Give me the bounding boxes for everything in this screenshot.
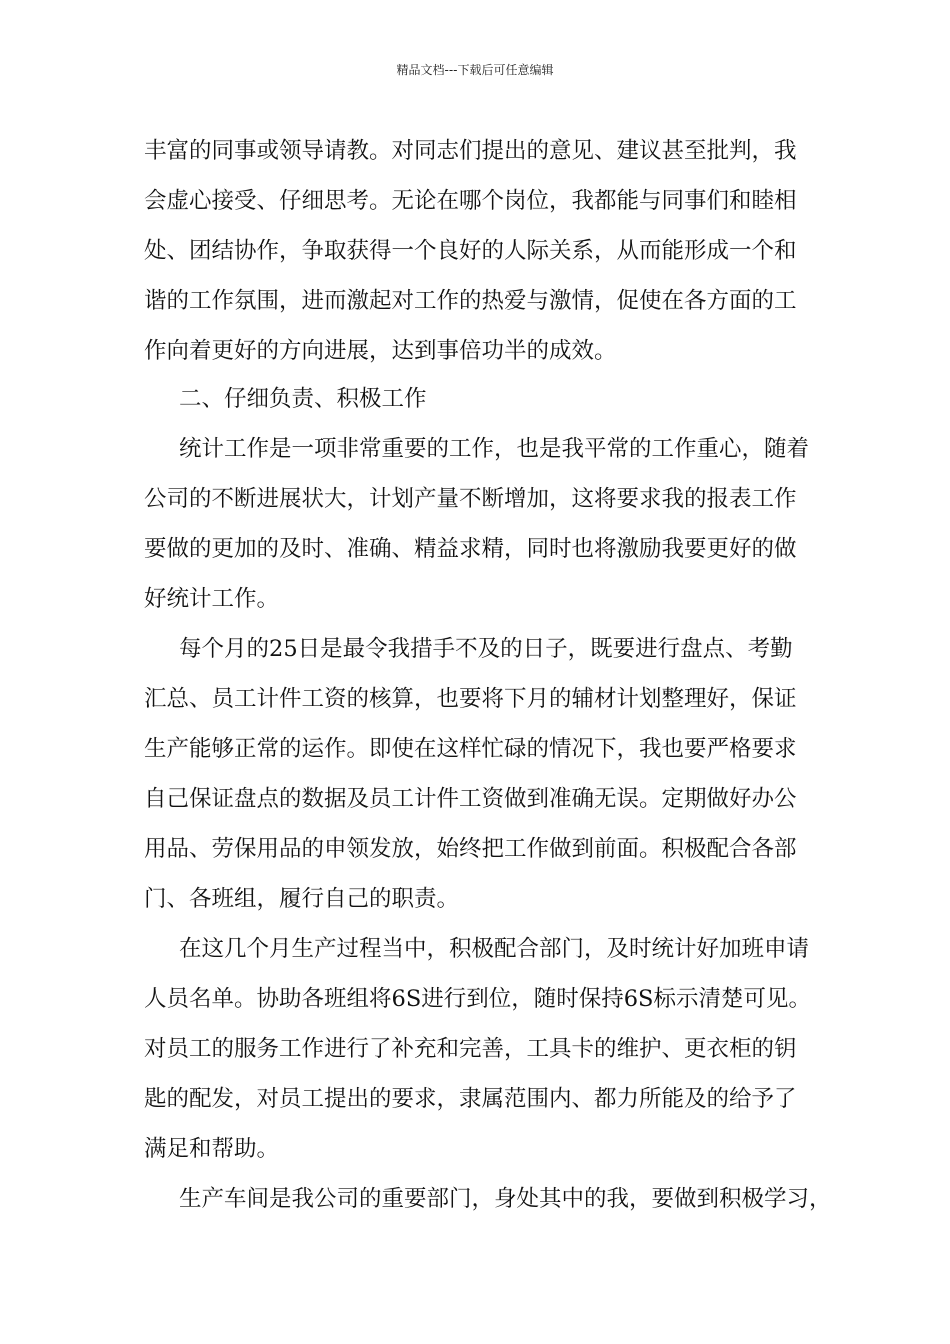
text-line: 每个月的25日是最令我措手不及的日子，既要进行盘点、考勤 [179, 636, 793, 662]
text-line: 匙的配发，对员工提出的要求，隶属范围内、都力所能及的给予了 [144, 1086, 797, 1112]
section-heading: 二、仔细负责、积极工作 [179, 386, 427, 412]
text-line: 统计工作是一项非常重要的工作，也是我平常的工作重心，随着 [179, 436, 810, 462]
text-line: 自己保证盘点的数据及员工计件工资做到准确无误。定期做好办公 [144, 786, 797, 812]
text-line: 人员名单。协助各班组将6S进行到位，随时保持6S标示清楚可见。 [144, 986, 811, 1012]
text-line: 要做的更加的及时、准确、精益求精，同时也将激励我要更好的做 [144, 536, 797, 562]
text-line: 会虚心接受、仔细思考。无论在哪个岗位，我都能与同事们和睦相 [144, 188, 797, 214]
text-line: 汇总、员工计件工资的核算，也要将下月的辅材计划整理好，保证 [144, 686, 797, 712]
text-line: 生产车间是我公司的重要部门，身处其中的我，要做到积极学习， [179, 1186, 832, 1212]
text-line: 作向着更好的方向进展，达到事倍功半的成效。 [144, 338, 617, 364]
text-line: 生产能够正常的运作。即使在这样忙碌的情况下，我也要严格要求 [144, 736, 797, 762]
text-line: 公司的不断进展状大，计划产量不断增加，这将要求我的报表工作 [144, 486, 797, 512]
text-line: 在这几个月生产过程当中，积极配合部门，及时统计好加班申请 [179, 936, 810, 962]
text-line: 好统计工作。 [144, 586, 280, 612]
text-line: 处、团结协作，争取获得一个良好的人际关系，从而能形成一个和 [144, 238, 797, 264]
text-line: 满足和帮助。 [144, 1136, 280, 1162]
text-line: 丰富的同事或领导请教。对同志们提出的意见、建议甚至批判，我 [144, 138, 797, 164]
text-line: 门、各班组，履行自己的职责。 [144, 886, 460, 912]
text-line: 对员工的服务工作进行了补充和完善，工具卡的维护、更衣柜的钥 [144, 1036, 797, 1062]
text-line: 谐的工作氛围，进而激起对工作的热爱与激情，促使在各方面的工 [144, 288, 797, 314]
text-line: 用品、劳保用品的申领发放，始终把工作做到前面。积极配合各部 [144, 836, 797, 862]
page-header: 精品文档---下载后可任意编辑 [396, 63, 554, 77]
